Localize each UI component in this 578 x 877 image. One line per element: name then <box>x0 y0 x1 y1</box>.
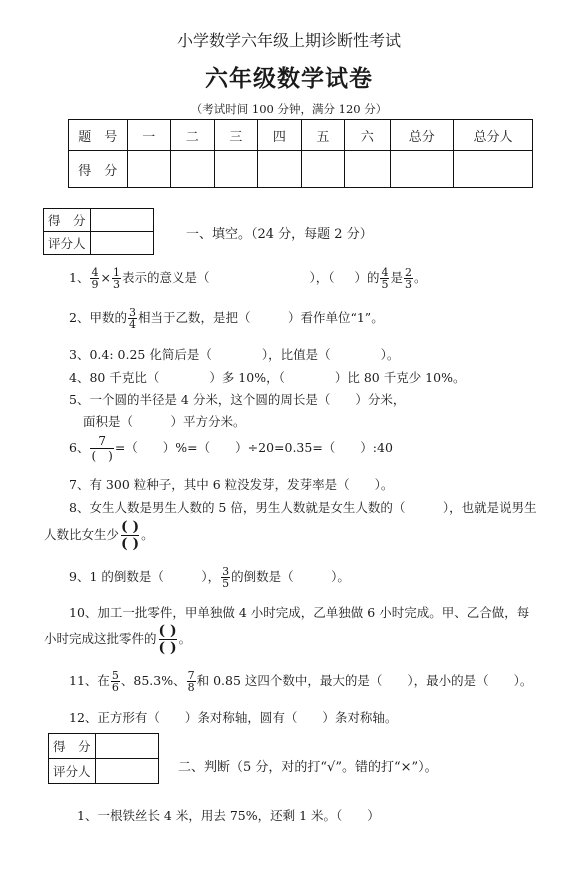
grader-name-cell[interactable] <box>90 232 153 255</box>
question-1: 1、 $\frac{4}{9}$ × $\frac{1}{3}$ 表示的意义是（ ），（ ）的 $\frac{4}{5}$ 是 $\frac{2}{3}$ 。 <box>69 266 427 291</box>
cell-label: 题 号 <box>69 120 128 151</box>
question-12: 12、正方形有（ ）条对称轴，圆有（ ）条对称轴。 <box>69 710 398 725</box>
score-cell[interactable] <box>301 151 345 188</box>
grader-box-2 <box>48 733 159 784</box>
cell-q1: 一 <box>127 120 171 151</box>
cell-q2: 二 <box>171 120 215 151</box>
score-table-score-row <box>69 151 533 188</box>
score-cell[interactable] <box>127 151 171 188</box>
cell-total-grader: 总分人 <box>453 120 532 151</box>
grader-score-label: 得 分 <box>44 209 91 232</box>
score-cell[interactable] <box>214 151 258 188</box>
score-cell[interactable] <box>258 151 302 188</box>
grader-box-1 <box>43 208 154 255</box>
fraction: $\frac{7}{( )}$ <box>91 434 113 463</box>
fraction: $\frac{2}{3}$ <box>405 266 412 291</box>
blank-fraction[interactable]: ( ) ( ) <box>121 519 140 552</box>
fraction: $\frac{4}{9}$ <box>91 266 99 291</box>
question-5: 5、一个圆的半径是 4 分米，这个圆的周长是（ ）分米， <box>69 392 406 407</box>
exam-subtitle: 小学数学六年级上期诊断性考试 <box>176 31 401 50</box>
score-cell[interactable] <box>453 151 532 188</box>
fraction: $\frac{4}{5}$ <box>381 266 389 291</box>
judge-question-1: 1、一根铁丝长 4 米，用去 75%，还剩 1 米。（ ） <box>77 808 380 823</box>
question-8: 8、女生人数是男生人数的 5 倍，男生人数就是女生人数的（ ），也就是说男生 <box>69 500 537 515</box>
section1-title: 一、填空。（24 分，每题 2 分） <box>186 227 373 242</box>
cell-q6: 六 <box>345 120 391 151</box>
cell-q3: 三 <box>214 120 258 151</box>
blank-fraction[interactable]: ( ) ( ) <box>158 623 177 656</box>
score-cell[interactable] <box>345 151 391 188</box>
question-2: 2、甲数的 $\frac{3}{4}$ 相当于乙数，是把（ ）看作单位“1”。 <box>69 306 384 331</box>
cell-total: 总分 <box>390 120 453 151</box>
grader-name-label: 评分人 <box>49 759 96 784</box>
score-table <box>68 119 533 188</box>
question-9: 9、1 的倒数是（ ）， $\frac{3}{5}$ 的倒数是（ ）。 <box>69 565 350 590</box>
question-6: 6、 $\frac{7}{( )}$ =（ ）%=（ ）÷20=0.35=（ ）:40 <box>69 434 393 463</box>
score-cell[interactable] <box>171 151 215 188</box>
question-7: 7、有 300 粒种子，其中 6 粒没发芽，发芽率是（ ）。 <box>69 477 394 492</box>
grader-score-label: 得 分 <box>49 734 96 759</box>
question-5-cont: 面积是（ ）平方分米。 <box>83 414 246 429</box>
cell-score-label: 得 分 <box>69 151 128 188</box>
grader-score-cell[interactable] <box>90 209 153 232</box>
section2-title: 二、判断（5 分，对的打“√”。错的打“×”）。 <box>178 760 438 775</box>
question-3: 3、0.4: 0.25 化简后是（ ），比值是（ ）。 <box>69 347 400 362</box>
question-8-cont: 人数比女生少 ( ) ( ) 。 <box>44 519 154 552</box>
question-10-cont: 小时完成这批零件的 ( ) ( ) 。 <box>44 623 192 656</box>
exam-title: 六年级数学试卷 <box>205 65 373 92</box>
score-table-header-row <box>69 120 533 151</box>
fraction: $\frac{5}{6}$ <box>111 669 119 694</box>
fraction: $\frac{3}{4}$ <box>128 306 136 331</box>
score-cell[interactable] <box>390 151 453 188</box>
fraction: $\frac{7}{8}$ <box>187 669 195 694</box>
question-11: 11、在 $\frac{5}{6}$ 、85.3%、 $\frac{7}{8}$ 和 0.85 这四个数中，最大的是（ ），最小的是（ ）。 <box>69 669 533 694</box>
grader-score-cell[interactable] <box>95 734 158 759</box>
grader-name-cell[interactable] <box>95 759 158 784</box>
grader-name-label: 评分人 <box>44 232 91 255</box>
cell-q5: 五 <box>301 120 345 151</box>
cell-q4: 四 <box>258 120 302 151</box>
fraction: $\frac{1}{3}$ <box>112 266 120 291</box>
question-4: 4、80 千克比（ ）多 10%，（ ）比 80 千克少 10%。 <box>69 370 466 385</box>
fraction: $\frac{3}{5}$ <box>222 565 230 590</box>
question-10: 10、加工一批零件，甲单独做 4 小时完成，乙单独做 6 小时完成。甲、乙合做，每 <box>69 605 530 620</box>
exam-note: （考试时间 100 分钟，满分 120 分） <box>190 102 388 116</box>
